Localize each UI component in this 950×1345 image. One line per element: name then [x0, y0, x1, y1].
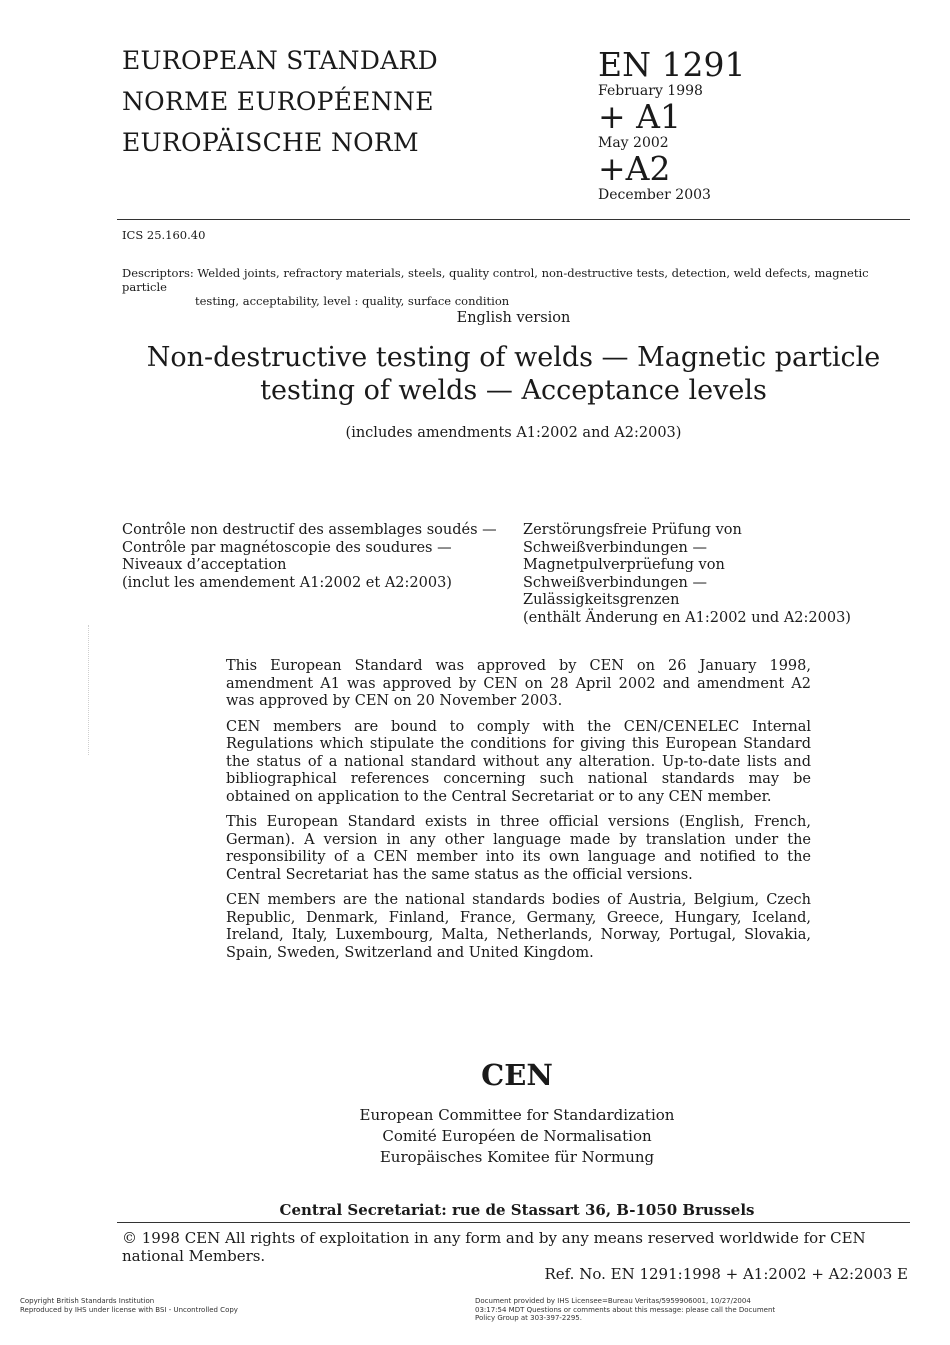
- cen-names: [117, 1105, 917, 1168]
- paragraph-members: CEN members are the national standards bodies of Austria, Belgium, Czech Republic, Denmark, Finland, France, Germany, Greece, Hungary, Iceland, Ireland, Italy, Luxembourg, Malta, Netherlands, Norway, Portugal, Slovakia, Spain, Sweden, Switzerland and United Kingdom.: [226, 892, 811, 961]
- amendment-2-date: December 2003: [598, 187, 711, 203]
- standard-titles: [122, 40, 438, 163]
- standard-date: February 1998: [598, 83, 703, 99]
- reference-number: Ref. No. EN 1291:1998 + A1:2002 + A2:2003 E: [544, 1265, 908, 1283]
- german-title-line: Zerstörungsfreie Prüfung von: [523, 522, 742, 538]
- standard-number: EN 1291: [598, 45, 746, 84]
- french-title-line: (inclut les amendement A1:2002 et A2:2003): [122, 574, 452, 591]
- footer-right-line: Document provided by IHS Licensee=Bureau Veritas/5959906001, 10/27/2004: [475, 1297, 751, 1305]
- copyright-notice: © 1998 CEN All rights of exploitation in any form and by any means reserved worldwide for CEN national Members.: [122, 1229, 866, 1265]
- cen-name-german: Europäisches Komitee für Normung: [379, 1148, 655, 1166]
- amendment-1-date: May 2002: [598, 135, 669, 151]
- french-title: [122, 522, 512, 592]
- header-rule: [117, 219, 910, 220]
- german-title-line: Zulässigkeitsgrenzen: [523, 592, 680, 608]
- french-title-line: Contrôle par magnétoscopie des soudures —: [122, 539, 452, 556]
- footer-rule: [117, 1222, 910, 1223]
- french-title-line: Contrôle non destructif des assemblages soudés —: [122, 522, 497, 538]
- main-title-line-2: testing of welds — Acceptance levels: [260, 375, 767, 406]
- german-title-line: Schweißverbindungen —: [523, 574, 707, 591]
- includes-amendments: (includes amendments A1:2002 and A2:2003): [345, 425, 682, 441]
- title-german: EUROPÄISCHE NORM: [122, 128, 419, 157]
- amendment-1: + A1: [598, 97, 681, 136]
- ics-code: ICS 25.160.40: [122, 228, 206, 242]
- central-secretariat: Central Secretariat: rue de Stassart 36, B-1050 Brussels: [279, 1201, 755, 1219]
- footer-right-line: 03:17:54 MDT Questions or comments about this message: please call the Document: [475, 1305, 776, 1314]
- margin-mark: [88, 625, 89, 755]
- standard-number-block: [598, 45, 746, 204]
- french-title-line: Niveaux d’acceptation: [122, 557, 287, 573]
- german-title-line: Schweißverbindungen —: [523, 539, 707, 556]
- title-english: EUROPEAN STANDARD: [122, 46, 439, 75]
- footer-left-line: Copyright British Standards Institution: [20, 1297, 155, 1305]
- body-text: [226, 658, 811, 970]
- paragraph-approval: This European Standard was approved by CEN on 26 January 1998, amendment A1 was approved by CEN on 28 April 2002 and amendment A2 was approved by CEN on 20 November 2003.: [226, 658, 811, 709]
- paragraph-versions: This European Standard exists in three official versions (English, French, German). A version in any other language made by translation under the responsibility of a CEN member into its own language and notified to the Central Secretariat has the same status as the official versions.: [226, 814, 811, 883]
- cen-name-french: Comité Européen de Normalisation: [382, 1127, 652, 1145]
- footer-left: [20, 1297, 238, 1314]
- german-title-line: Magnetpulverprüefung von: [523, 557, 725, 573]
- footer-right-line: Policy Group at 303-397-2295.: [475, 1314, 582, 1322]
- footer-right: [475, 1297, 775, 1323]
- main-title-line-1: Non-destructive testing of welds — Magnetic particle: [146, 342, 881, 373]
- descriptors-label: Descriptors:: [122, 266, 194, 280]
- amendment-2: +A2: [598, 149, 671, 188]
- descriptors-line-2: testing, acceptability, level : quality, surface condition: [195, 294, 510, 308]
- title-french: NORME EUROPÉENNE: [122, 87, 434, 116]
- paragraph-compliance: CEN members are bound to comply with the CEN/CENELEC Internal Regulations which stipulate the conditions for giving this European Standard the status of a national standard without any alteration. Up-to-date lists and bibliographical references concerning such national standards may be obtained on application to the Central Secretariat or to any CEN member.: [226, 718, 811, 805]
- german-title-line: (enthält Änderung en A1:2002 und A2:2003): [523, 609, 851, 626]
- german-title: [523, 522, 913, 627]
- language-version: English version: [456, 310, 571, 326]
- descriptors-line-1: Welded joints, refractory materials, steels, quality control, non-destructive tests, detection, weld defects, magnetic particle: [122, 266, 869, 294]
- descriptors: [122, 266, 912, 308]
- cen-logo: CEN: [481, 1058, 553, 1092]
- cen-name-english: European Committee for Standardization: [359, 1106, 675, 1124]
- footer-left-line: Reproduced by IHS under license with BSI - Uncontrolled Copy: [20, 1305, 238, 1314]
- main-title: [117, 341, 910, 407]
